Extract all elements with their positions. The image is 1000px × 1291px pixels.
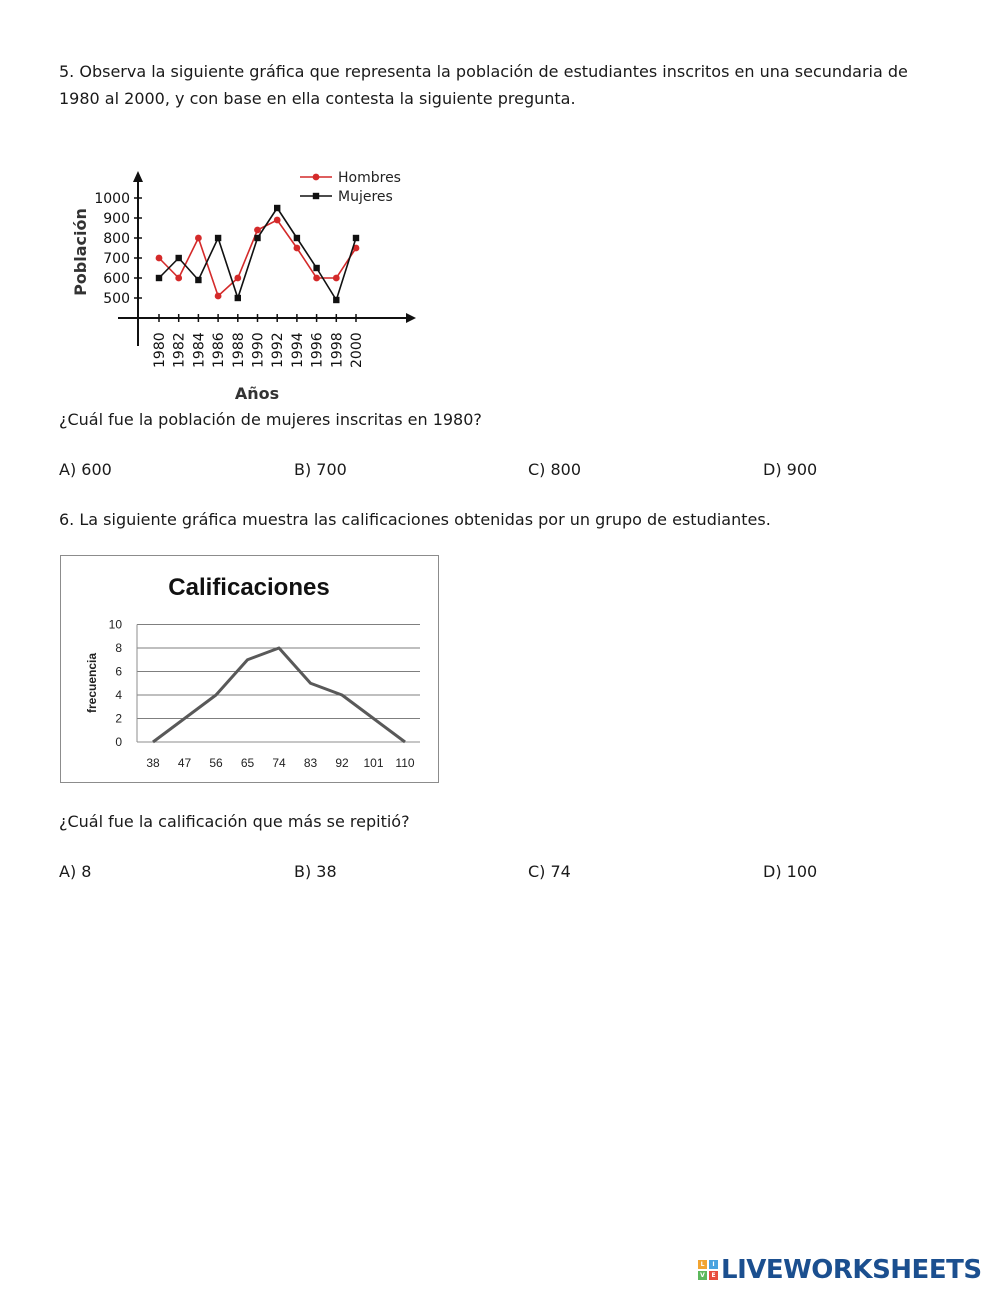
q6-option-a[interactable]: A) 8	[59, 862, 92, 881]
point-hombres	[175, 275, 182, 282]
point-mujeres	[215, 235, 221, 241]
y-tick-label: 600	[103, 271, 130, 287]
grades-chart-x-ticks	[146, 756, 415, 770]
logo-cube: V	[698, 1271, 707, 1280]
x-tick-label: 101	[363, 756, 384, 770]
x-tick-label: 1998	[329, 332, 346, 368]
legend-label-hombres: Hombres	[338, 170, 401, 186]
logo-text: LIVEWORKSHEETS	[721, 1255, 982, 1285]
q6-option-b[interactable]: B) 38	[294, 862, 337, 881]
y-tick-label: 2	[115, 711, 122, 726]
logo-cube: E	[709, 1271, 718, 1280]
x-tick-label: 1994	[289, 332, 306, 368]
point-hombres	[156, 255, 163, 262]
point-hombres	[195, 235, 202, 242]
y-tick-label: 6	[115, 664, 122, 679]
point-mujeres	[353, 235, 359, 241]
x-tick-label: 1992	[270, 332, 287, 368]
grades-chart-title: Calificaciones	[168, 574, 330, 601]
liveworksheets-logo	[698, 1255, 982, 1285]
y-tick-label: 8	[115, 641, 122, 655]
y-tick-label: 700	[103, 251, 130, 267]
x-tick-label: 1986	[211, 332, 228, 368]
point-mujeres	[294, 235, 300, 241]
point-mujeres	[313, 265, 319, 271]
y-tick-label: 1000	[94, 191, 130, 207]
q5-option-b[interactable]: B) 700	[294, 460, 347, 479]
point-mujeres	[156, 275, 162, 281]
x-tick-label: 1988	[230, 332, 247, 368]
x-tick-label: 2000	[349, 332, 365, 368]
point-mujeres	[274, 205, 280, 211]
point-hombres	[234, 275, 241, 282]
x-tick-label: 1982	[171, 332, 188, 368]
y-tick-label: 10	[108, 617, 122, 632]
point-mujeres	[235, 295, 241, 301]
point-hombres	[313, 275, 320, 282]
question-5-options	[59, 456, 999, 483]
x-tick-label: 47	[177, 756, 192, 770]
legend-marker	[313, 193, 319, 199]
point-hombres	[294, 245, 301, 252]
x-tick-label: 1990	[250, 332, 267, 368]
point-mujeres	[176, 255, 182, 261]
q6-option-d[interactable]: D) 100	[763, 862, 818, 881]
q6-option-c[interactable]: C) 74	[528, 862, 571, 881]
grades-chart	[60, 555, 440, 784]
x-tick-label: 56	[209, 756, 223, 770]
population-chart-y-ticks	[94, 191, 142, 307]
q5-option-a[interactable]: A) 600	[59, 460, 112, 479]
point-mujeres	[333, 297, 339, 303]
point-hombres	[254, 227, 261, 234]
point-mujeres	[254, 235, 260, 241]
logo-cube: L	[698, 1260, 707, 1269]
y-axis-arrow-icon	[133, 171, 143, 182]
y-tick-label: 800	[103, 231, 130, 247]
x-tick-label: 1980	[152, 332, 168, 368]
population-chart-legend	[300, 170, 401, 205]
population-chart-series	[156, 205, 360, 303]
x-tick-label: 38	[146, 756, 160, 770]
x-tick-label: 92	[335, 756, 349, 770]
q5-option-c[interactable]: C) 800	[528, 460, 582, 479]
question-6-text: 6. La siguiente gráfica muestra las calificaciones obtenidas por un grupo de estudiantes.	[59, 510, 771, 529]
question-6-prompt: ¿Cuál fue la calificación que más se repitió?	[59, 812, 410, 831]
x-tick-label: 110	[395, 756, 415, 770]
y-tick-label: 4	[115, 688, 122, 702]
population-chart	[60, 160, 420, 408]
population-chart-y-label: Población	[71, 208, 90, 296]
x-tick-label: 65	[240, 756, 255, 770]
q5-option-d[interactable]: D) 900	[763, 460, 818, 479]
legend-marker	[313, 174, 320, 181]
y-tick-label: 900	[103, 211, 130, 227]
x-axis-arrow-icon	[406, 313, 416, 323]
x-tick-label: 83	[303, 756, 318, 770]
question-5-text: 5. Observa la siguiente gráfica que representa la población de estudiantes inscritos en una secundaria de 1980 al 2000, y con base en ella contesta la siguiente pregunta.	[59, 62, 908, 108]
logo-cube: I	[709, 1260, 718, 1269]
point-hombres	[333, 275, 340, 282]
population-chart-x-ticks	[152, 314, 365, 368]
logo-cubes-icon	[698, 1260, 718, 1280]
question-6-options	[59, 858, 999, 885]
grades-chart-y-label: frecuencia	[85, 652, 99, 714]
series-line-mujeres	[159, 208, 356, 300]
x-tick-label: 74	[272, 756, 286, 770]
y-tick-label: 0	[115, 735, 122, 749]
legend-label-mujeres: Mujeres	[338, 189, 393, 205]
point-hombres	[215, 293, 222, 300]
question-5-prompt: ¿Cuál fue la población de mujeres inscritas en 1980?	[59, 410, 482, 429]
point-mujeres	[195, 277, 201, 283]
population-chart-x-label: Años	[234, 384, 280, 403]
x-tick-label: 1996	[309, 332, 326, 368]
y-tick-label: 500	[103, 291, 130, 307]
x-tick-label: 1984	[191, 332, 208, 368]
point-hombres	[274, 217, 281, 224]
